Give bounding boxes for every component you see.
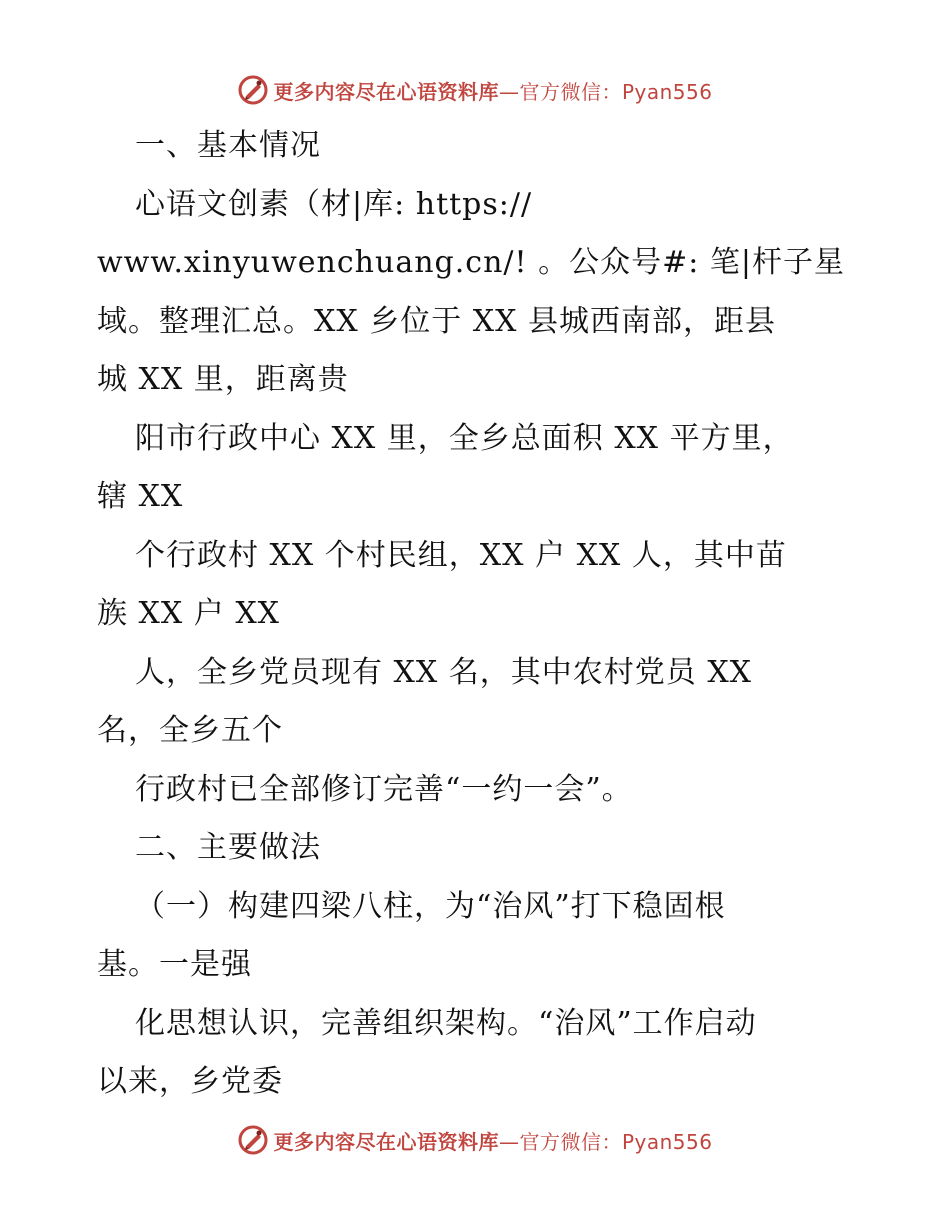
body-line: （一）构建四梁八柱，为“治风”打下稳固根 bbox=[135, 888, 726, 924]
body-line: 族 XX 户 XX bbox=[97, 596, 281, 631]
body-line: 基。一是强 bbox=[97, 947, 252, 982]
body-line: www.xinyuwenchuang.cn/! 。公众号#: 笔|杆子星 bbox=[97, 245, 845, 280]
body-line: 个行政村 XX 个村民组，XX 户 XX 人，其中苗 bbox=[135, 537, 787, 573]
section-heading: 二、主要做法 bbox=[135, 830, 321, 865]
body-line: 心语文创素（材|库: https:// bbox=[135, 186, 533, 222]
body-line: 行政村已全部修订完善“一约一会”。 bbox=[135, 771, 633, 807]
body-line: 以来，乡党委 bbox=[97, 1064, 283, 1099]
footer-watermark-banner bbox=[0, 1120, 950, 1160]
header-watermark-wechat: —官方微信：Pyan556 bbox=[498, 79, 713, 104]
header-watermark-text bbox=[273, 76, 712, 105]
body-line: 域。整理汇总。XX 乡位于 XX 县城西南部，距县 bbox=[97, 303, 777, 339]
body-line: 城 XX 里，距离贵 bbox=[97, 362, 349, 397]
body-line: 辖 XX bbox=[97, 479, 184, 514]
footer-watermark-text bbox=[273, 1126, 712, 1155]
body-line: 人，全乡党员现有 XX 名，其中农村党员 XX bbox=[135, 654, 753, 690]
body-line: 化思想认识，完善组织架构。“治风”工作启动 bbox=[135, 1005, 757, 1041]
body-line: 阳市行政中心 XX 里，全乡总面积 XX 平方里， bbox=[135, 420, 794, 456]
document-body bbox=[97, 117, 857, 1112]
pen-logo-icon bbox=[237, 74, 269, 106]
header-watermark-emphasis: 更多内容尽在心语资料库 bbox=[273, 79, 499, 104]
pen-logo-icon bbox=[237, 1124, 269, 1156]
footer-watermark-wechat: —官方微信：Pyan556 bbox=[498, 1129, 713, 1154]
footer-watermark-emphasis: 更多内容尽在心语资料库 bbox=[273, 1129, 499, 1154]
header-watermark-banner bbox=[0, 70, 950, 110]
body-line: 一、基本情况 bbox=[135, 128, 321, 163]
body-line: 名，全乡五个 bbox=[97, 713, 283, 748]
